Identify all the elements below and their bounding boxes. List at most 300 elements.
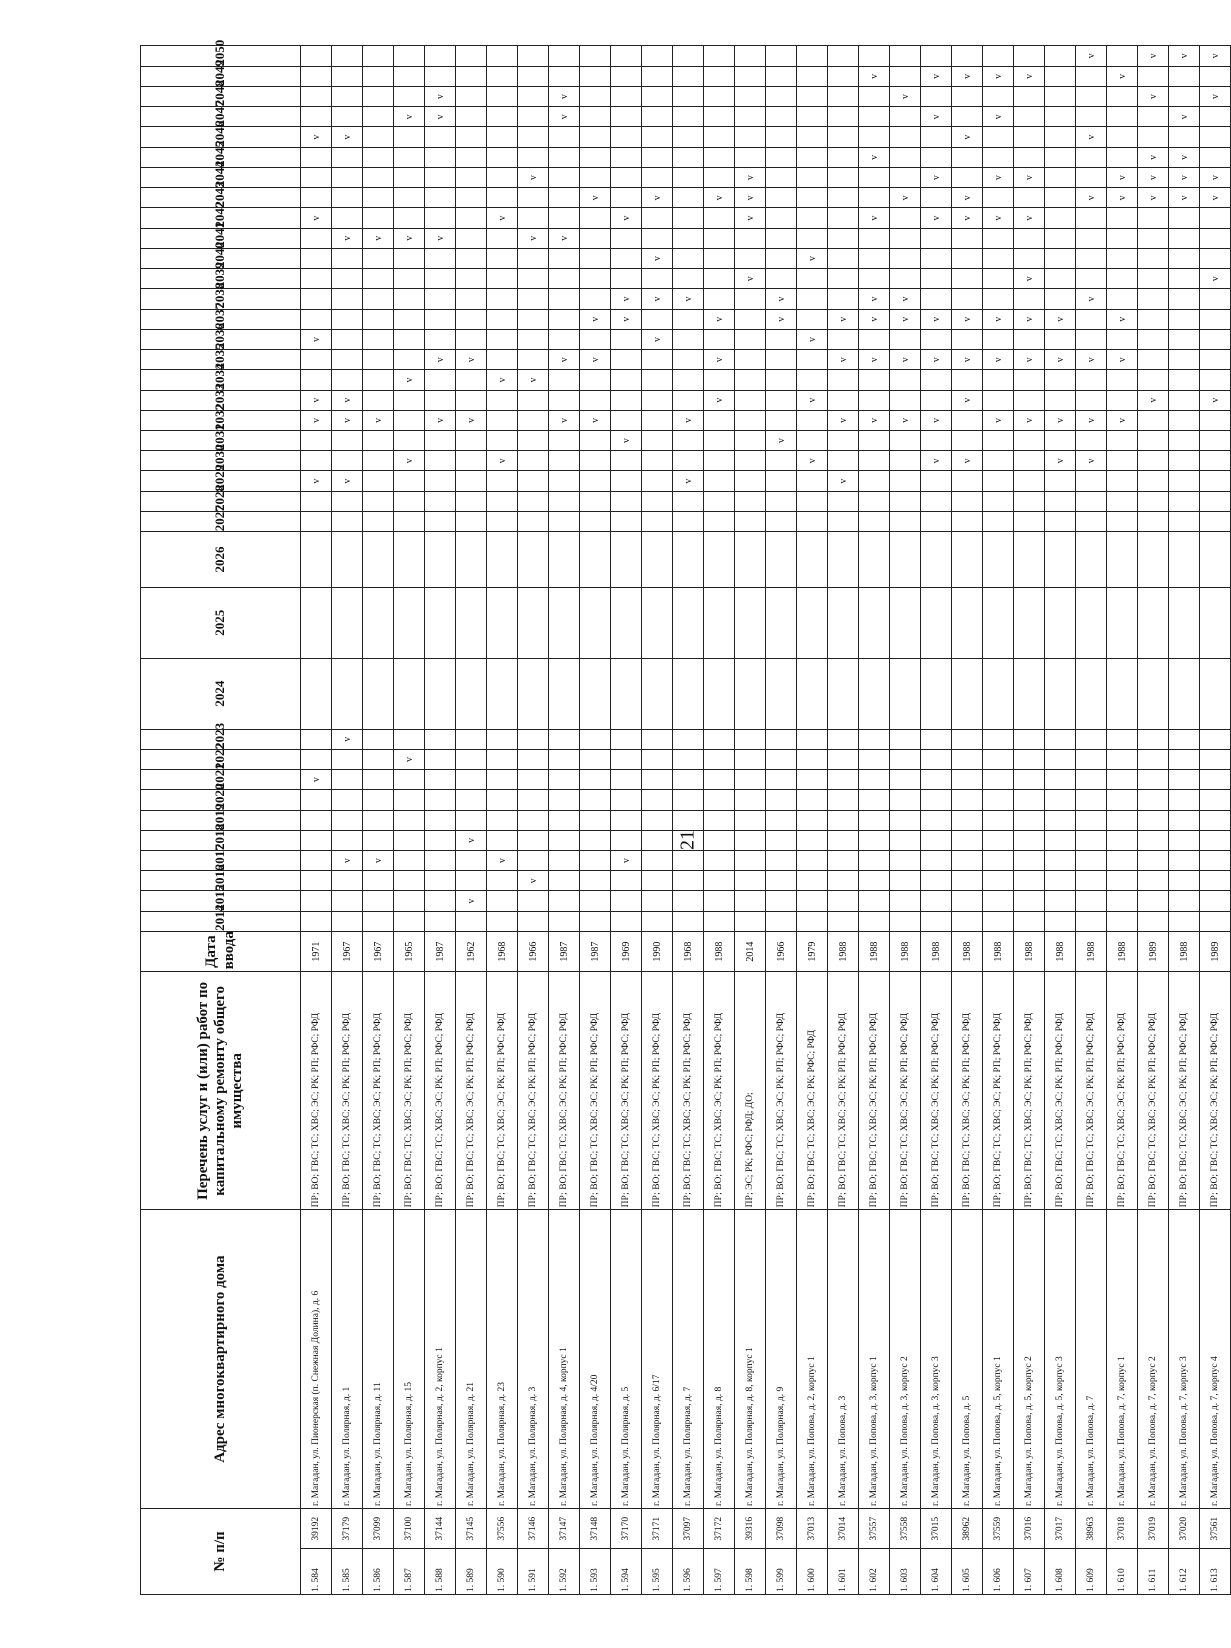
year-cell-2038 [1200, 289, 1231, 309]
year-mark-2047: v [549, 107, 580, 127]
year-cell-2016 [1076, 871, 1107, 891]
year-cell-2046 [735, 127, 766, 147]
year-cell-2023 [611, 729, 642, 749]
year-cell-2024 [1107, 658, 1138, 729]
year-cell-2034 [797, 370, 828, 390]
row-number: 1. 585 [332, 1549, 363, 1595]
year-cell-2029 [549, 471, 580, 491]
year-cell-2043 [363, 188, 394, 208]
year-cell-2031 [1107, 431, 1138, 451]
year-cell-2049 [766, 66, 797, 86]
year-cell-2023 [859, 729, 890, 749]
year-cell-2020 [394, 790, 425, 810]
year-cell-2049 [797, 66, 828, 86]
year-cell-2021 [1014, 770, 1045, 790]
year-mark-2038: v [859, 289, 890, 309]
year-cell-2029 [1045, 471, 1076, 491]
year-cell-2014 [487, 911, 518, 931]
year-cell-2029 [766, 471, 797, 491]
year-cell-2024 [456, 658, 487, 729]
year-cell-2041 [642, 228, 673, 248]
year-cell-2023 [1076, 729, 1107, 749]
house-code: 37020 [1169, 1508, 1200, 1548]
year-cell-2018 [425, 830, 456, 850]
year-mark-2038: v [611, 289, 642, 309]
year-cell-2040 [1169, 248, 1200, 268]
year-cell-2038 [456, 289, 487, 309]
year-cell-2045 [642, 147, 673, 167]
house-address: г. Магадан, ул. Попова, д. 3, корпус 2 [890, 1210, 921, 1509]
year-cell-2016 [487, 871, 518, 891]
year-cell-2022 [1200, 749, 1231, 769]
house-address: г. Магадан, ул. Попова, д. 2, корпус 1 [797, 1210, 828, 1509]
header-year-2041: 2041 [141, 228, 301, 248]
year-cell-2048 [704, 87, 735, 107]
year-cell-2043 [456, 188, 487, 208]
services-list: ПР; ВО; ГВС; ТС; ХВС; ЭС; РК; РП; РФС; РФД [704, 972, 735, 1210]
services-list: ПР; ВО; ГВС; ТС; ХВС; ЭС; РК; РП; РФС; РФД [673, 972, 704, 1210]
year-mark-2032: v [859, 410, 890, 430]
year-mark-2048: v [1200, 87, 1231, 107]
year-mark-2035: v [580, 350, 611, 370]
year-cell-2015 [642, 891, 673, 911]
year-cell-2035 [394, 350, 425, 370]
house-code: 37018 [1107, 1508, 1138, 1548]
year-cell-2019 [673, 810, 704, 830]
year-cell-2035 [1138, 350, 1169, 370]
year-cell-2033 [549, 390, 580, 410]
year-cell-2039 [797, 269, 828, 289]
header-year-2022: 2022 [141, 749, 301, 769]
year-cell-2019 [518, 810, 549, 830]
year-cell-2047 [704, 107, 735, 127]
year-cell-2014 [828, 911, 859, 931]
year-cell-2031 [301, 431, 332, 451]
year-cell-2031 [332, 431, 363, 451]
year-mark-2050: v [1169, 46, 1200, 67]
year-mark-2038: v [890, 289, 921, 309]
year-cell-2027 [1045, 511, 1076, 531]
year-cell-2027 [1138, 511, 1169, 531]
house-address: г. Магадан, ул. Полярная, д. 23 [487, 1210, 518, 1509]
house-address: г. Магадан, ул. Попова, д. 3, корпус 1 [859, 1210, 890, 1509]
year-cell-2025 [921, 587, 952, 658]
year-cell-2023 [797, 729, 828, 749]
year-cell-2018 [518, 830, 549, 850]
year-cell-2019 [487, 810, 518, 830]
year-mark-2043: v [704, 188, 735, 208]
row-number: 1. 613 [1200, 1549, 1231, 1595]
year-cell-2049 [332, 66, 363, 86]
year-cell-2038 [301, 289, 332, 309]
year-cell-2021 [363, 770, 394, 790]
year-cell-2024 [735, 658, 766, 729]
year-cell-2046 [1169, 127, 1200, 147]
year-cell-2018 [704, 830, 735, 850]
year-cell-2036 [487, 329, 518, 349]
year-cell-2049 [456, 66, 487, 86]
house-address: г. Магадан, ул. Полярная, д. 11 [363, 1210, 394, 1509]
year-mark-2032: v [456, 410, 487, 430]
year-cell-2038 [983, 289, 1014, 309]
year-cell-2041 [611, 228, 642, 248]
year-cell-2021 [828, 770, 859, 790]
header-year-2036: 2036 [141, 329, 301, 349]
house-code: 37179 [332, 1508, 363, 1548]
year-cell-2026 [952, 532, 983, 588]
year-cell-2036 [1076, 329, 1107, 349]
header-year-2030: 2030 [141, 451, 301, 471]
header-year-2024: 2024 [141, 658, 301, 729]
year-cell-2045 [611, 147, 642, 167]
year-cell-2036 [425, 329, 456, 349]
year-mark-2042: v [487, 208, 518, 228]
year-cell-2018 [1169, 830, 1200, 850]
year-mark-2035: v [921, 350, 952, 370]
commission-year: 1988 [1014, 931, 1045, 971]
year-cell-2020 [580, 790, 611, 810]
house-address: г. Магадан, ул. Полярная, д. 1 [332, 1210, 363, 1509]
commission-year: 1966 [766, 931, 797, 971]
year-cell-2018 [921, 830, 952, 850]
year-cell-2026 [859, 532, 890, 588]
year-cell-2031 [1138, 431, 1169, 451]
year-cell-2019 [332, 810, 363, 830]
year-cell-2022 [332, 749, 363, 769]
year-cell-2035 [797, 350, 828, 370]
year-cell-2039 [580, 269, 611, 289]
year-cell-2031 [983, 431, 1014, 451]
commission-year: 1988 [828, 931, 859, 971]
year-cell-2024 [859, 658, 890, 729]
row-number: 1. 603 [890, 1549, 921, 1595]
year-cell-2030 [363, 451, 394, 471]
row-number: 1. 608 [1045, 1549, 1076, 1595]
year-cell-2023 [518, 729, 549, 749]
row-number: 1. 588 [425, 1549, 456, 1595]
year-cell-2046 [673, 127, 704, 147]
year-cell-2042 [580, 208, 611, 228]
year-cell-2017 [735, 850, 766, 870]
year-cell-2042 [425, 208, 456, 228]
year-mark-2030: v [797, 451, 828, 471]
year-cell-2044 [456, 167, 487, 187]
year-cell-2025 [859, 587, 890, 658]
year-cell-2028 [301, 491, 332, 511]
year-cell-2025 [766, 587, 797, 658]
year-cell-2016 [1107, 871, 1138, 891]
year-cell-2021 [890, 770, 921, 790]
year-cell-2027 [1107, 511, 1138, 531]
year-cell-2041 [797, 228, 828, 248]
table-row [487, 46, 518, 1595]
year-cell-2036 [1045, 329, 1076, 349]
year-cell-2039 [363, 269, 394, 289]
house-code: 37144 [425, 1508, 456, 1548]
year-cell-2049 [363, 66, 394, 86]
house-code: 37100 [394, 1508, 425, 1548]
year-cell-2027 [518, 511, 549, 531]
year-cell-2023 [425, 729, 456, 749]
year-cell-2034 [1045, 370, 1076, 390]
house-code: 38962 [952, 1508, 983, 1548]
year-cell-2039 [952, 269, 983, 289]
year-cell-2050 [363, 46, 394, 67]
house-address: г. Магадан, ул. Полярная, д. 3 [518, 1210, 549, 1509]
house-code: 37019 [1138, 1508, 1169, 1548]
year-cell-2024 [580, 658, 611, 729]
year-mark-2043: v [890, 188, 921, 208]
year-cell-2028 [673, 491, 704, 511]
year-cell-2027 [890, 511, 921, 531]
year-cell-2015 [890, 891, 921, 911]
year-cell-2018 [642, 830, 673, 850]
year-mark-2035: v [828, 350, 859, 370]
header-row [141, 46, 301, 1595]
year-cell-2045 [1200, 147, 1231, 167]
header-year-2025: 2025 [141, 587, 301, 658]
year-cell-2016 [332, 871, 363, 891]
year-mark-2031: v [611, 431, 642, 451]
year-cell-2015 [394, 891, 425, 911]
year-cell-2049 [301, 66, 332, 86]
year-cell-2022 [797, 749, 828, 769]
year-cell-2018 [394, 830, 425, 850]
year-cell-2027 [487, 511, 518, 531]
year-cell-2022 [1014, 749, 1045, 769]
year-mark-2030: v [394, 451, 425, 471]
year-cell-2028 [1169, 491, 1200, 511]
year-cell-2027 [921, 511, 952, 531]
row-number: 1. 604 [921, 1549, 952, 1595]
year-cell-2025 [301, 587, 332, 658]
year-cell-2015 [487, 891, 518, 911]
year-cell-2028 [549, 491, 580, 511]
year-cell-2034 [611, 370, 642, 390]
year-cell-2047 [642, 107, 673, 127]
year-cell-2045 [1107, 147, 1138, 167]
year-mark-2043: v [1107, 188, 1138, 208]
year-cell-2027 [797, 511, 828, 531]
house-address: г. Магадан, ул. Полярная, д. 8 [704, 1210, 735, 1509]
year-cell-2015 [580, 891, 611, 911]
services-list: ПР; ВО; ГВС; ТС; ХВС; ЭС; РК; РП; РФС; РФД [611, 972, 642, 1210]
commission-year: 1988 [704, 931, 735, 971]
year-mark-2037: v [1045, 309, 1076, 329]
year-cell-2042 [1169, 208, 1200, 228]
year-mark-2049: v [983, 66, 1014, 86]
year-cell-2016 [580, 871, 611, 891]
year-mark-2038: v [642, 289, 673, 309]
year-cell-2025 [890, 587, 921, 658]
year-cell-2036 [1200, 329, 1231, 349]
header-year-2016: 2016 [141, 871, 301, 891]
year-cell-2039 [1138, 269, 1169, 289]
house-code: 37556 [487, 1508, 518, 1548]
year-cell-2033 [1014, 390, 1045, 410]
year-cell-2039 [332, 269, 363, 289]
year-cell-2018 [766, 830, 797, 850]
year-cell-2034 [1107, 370, 1138, 390]
year-mark-2032: v [1014, 410, 1045, 430]
year-cell-2018 [1138, 830, 1169, 850]
year-cell-2044 [549, 167, 580, 187]
year-cell-2014 [425, 911, 456, 931]
year-cell-2028 [642, 491, 673, 511]
year-cell-2020 [332, 790, 363, 810]
house-code: 39192 [301, 1508, 332, 1548]
year-cell-2042 [704, 208, 735, 228]
year-cell-2048 [1169, 87, 1200, 107]
year-cell-2039 [673, 269, 704, 289]
year-cell-2015 [1076, 891, 1107, 911]
year-cell-2048 [1107, 87, 1138, 107]
year-cell-2020 [642, 790, 673, 810]
house-address: г. Магадан, ул. Полярная, д. 4, корпус 1 [549, 1210, 580, 1509]
year-cell-2032 [1200, 410, 1231, 430]
year-cell-2027 [1169, 511, 1200, 531]
year-cell-2016 [1200, 871, 1231, 891]
year-cell-2030 [704, 451, 735, 471]
year-cell-2015 [549, 891, 580, 911]
year-cell-2029 [642, 471, 673, 491]
year-cell-2042 [332, 208, 363, 228]
year-cell-2025 [735, 587, 766, 658]
header-year-2037: 2037 [141, 309, 301, 329]
year-cell-2046 [456, 127, 487, 147]
year-cell-2023 [580, 729, 611, 749]
commission-year: 1967 [363, 931, 394, 971]
year-cell-2028 [332, 491, 363, 511]
year-cell-2047 [673, 107, 704, 127]
year-cell-2021 [1200, 770, 1231, 790]
year-mark-2040: v [797, 248, 828, 268]
year-cell-2046 [921, 127, 952, 147]
year-mark-2017: v [363, 850, 394, 870]
row-number: 1. 584 [301, 1549, 332, 1595]
commission-year: 2014 [735, 931, 766, 971]
year-cell-2026 [580, 532, 611, 588]
year-cell-2028 [859, 491, 890, 511]
year-cell-2025 [704, 587, 735, 658]
services-list: ПР; ВО; ГВС; ТС; ХВС; ЭС; РК; РП; РФС; РФД [487, 972, 518, 1210]
row-number: 1. 602 [859, 1549, 890, 1595]
year-cell-2022 [735, 749, 766, 769]
year-cell-2037 [735, 309, 766, 329]
year-cell-2040 [1138, 248, 1169, 268]
year-mark-2038: v [1076, 289, 1107, 309]
year-cell-2037 [394, 309, 425, 329]
year-cell-2015 [1014, 891, 1045, 911]
year-cell-2041 [735, 228, 766, 248]
year-cell-2044 [611, 167, 642, 187]
year-cell-2026 [983, 532, 1014, 588]
year-cell-2029 [580, 471, 611, 491]
year-cell-2032 [704, 410, 735, 430]
year-cell-2028 [1138, 491, 1169, 511]
year-cell-2044 [952, 167, 983, 187]
year-cell-2029 [611, 471, 642, 491]
year-cell-2026 [1014, 532, 1045, 588]
year-cell-2030 [735, 451, 766, 471]
year-cell-2026 [363, 532, 394, 588]
header-year: Дата ввода [141, 931, 301, 971]
house-address: г. Магадан, ул. Попова, д. 7 [1076, 1210, 1107, 1509]
year-cell-2039 [859, 269, 890, 289]
year-cell-2033 [611, 390, 642, 410]
year-cell-2050 [301, 46, 332, 67]
year-cell-2016 [952, 871, 983, 891]
commission-year: 1965 [394, 931, 425, 971]
header-year-2038: 2038 [141, 289, 301, 309]
year-cell-2018 [1014, 830, 1045, 850]
year-cell-2017 [1014, 850, 1045, 870]
year-cell-2023 [1138, 729, 1169, 749]
year-mark-2041: v [549, 228, 580, 248]
year-cell-2050 [425, 46, 456, 67]
year-cell-2023 [952, 729, 983, 749]
year-cell-2028 [456, 491, 487, 511]
year-cell-2031 [673, 431, 704, 451]
year-cell-2021 [1107, 770, 1138, 790]
year-cell-2014 [921, 911, 952, 931]
year-cell-2047 [611, 107, 642, 127]
year-mark-2030: v [952, 451, 983, 471]
year-cell-2023 [735, 729, 766, 749]
year-cell-2021 [611, 770, 642, 790]
year-cell-2037 [332, 309, 363, 329]
house-code: 37013 [797, 1508, 828, 1548]
year-mark-2041: v [425, 228, 456, 248]
year-cell-2050 [549, 46, 580, 67]
year-cell-2014 [456, 911, 487, 931]
year-cell-2048 [766, 87, 797, 107]
year-cell-2014 [1045, 911, 1076, 931]
year-cell-2030 [1200, 451, 1231, 471]
year-cell-2050 [766, 46, 797, 67]
year-cell-2027 [952, 511, 983, 531]
year-mark-2034: v [518, 370, 549, 390]
year-mark-2043: v [1169, 188, 1200, 208]
table-row [1014, 46, 1045, 1595]
year-cell-2024 [611, 658, 642, 729]
year-mark-2037: v [859, 309, 890, 329]
year-cell-2036 [1014, 329, 1045, 349]
year-cell-2027 [580, 511, 611, 531]
year-mark-2034: v [394, 370, 425, 390]
year-cell-2019 [704, 810, 735, 830]
year-cell-2021 [580, 770, 611, 790]
year-cell-2016 [704, 871, 735, 891]
year-cell-2017 [1076, 850, 1107, 870]
year-cell-2038 [1138, 289, 1169, 309]
year-cell-2016 [766, 871, 797, 891]
year-cell-2014 [549, 911, 580, 931]
services-list: ПР; ВО; ГВС; ТС; ХВС; ЭС; РК; РП; РФС; РФД [952, 972, 983, 1210]
year-cell-2049 [1169, 66, 1200, 86]
commission-year: 1971 [301, 931, 332, 971]
services-list: ПР; ВО; ГВС; ТС; ХВС; ЭС; РК; РП; РФС; РФД [580, 972, 611, 1210]
year-cell-2021 [859, 770, 890, 790]
year-cell-2040 [921, 248, 952, 268]
year-cell-2050 [1045, 46, 1076, 67]
year-cell-2033 [983, 390, 1014, 410]
year-cell-2022 [766, 749, 797, 769]
year-cell-2018 [890, 830, 921, 850]
row-number: 1. 589 [456, 1549, 487, 1595]
year-cell-2024 [766, 658, 797, 729]
year-cell-2014 [1076, 911, 1107, 931]
